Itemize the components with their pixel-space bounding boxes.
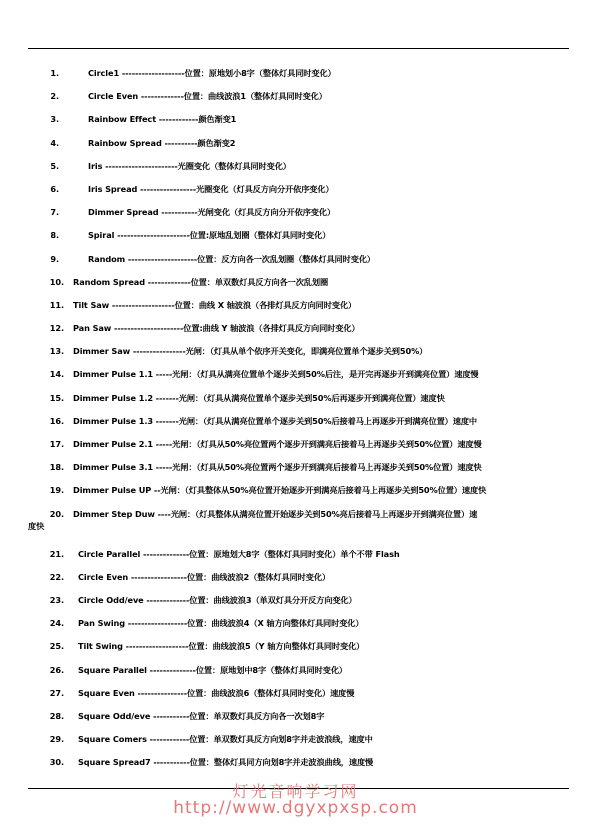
item-number: 25. (49, 641, 64, 652)
item-text: Random Spread -------------位置：单双数灯具反方向各一次乱划圈 (73, 276, 329, 287)
list-item (0, 136, 591, 159)
item-text: Random ---------------------位置：反方向各一次乱划圈（整体灯具同时变化） (88, 253, 376, 264)
item-text: Circle1 -------------------位置：原地划小8字（整体灯具同时变化） (88, 68, 336, 78)
item-number: 10. (49, 276, 64, 287)
item-number: 3. (50, 114, 59, 125)
item-text: Square Spread7 -----------位置：整体灯具同方向划8字并走波浪曲线，速度慢 (78, 757, 374, 768)
list-item (0, 89, 591, 112)
item-number: 6. (50, 183, 59, 194)
item-number: 22. (49, 571, 64, 582)
item-number: 18. (49, 462, 64, 473)
list-item (0, 460, 591, 483)
item-text: Dimmer Pulse UP --光闸：（灯具整体从50%亮位置开始逐步开到满亮后接着马上再逐步关到50%位置）速度快 (73, 485, 487, 496)
list-item (0, 616, 591, 639)
item-number: 12. (49, 323, 64, 334)
item-number: 2. (50, 91, 59, 102)
item-number: 11. (49, 299, 64, 310)
list-item (0, 182, 591, 205)
item-number: 29. (49, 734, 64, 745)
item-text: Iris ----------------------光圈变化（整体灯具同时变化） (88, 160, 291, 171)
list-item (0, 228, 591, 251)
item-text: Rainbow Spread ----------颜色渐变2 (88, 137, 236, 148)
list-item (0, 298, 591, 321)
list-item (0, 205, 591, 228)
item-text: Square Odd/eve -----------位置：单双数灯具反方向各一次划8字 (78, 710, 325, 721)
item-number: 19. (49, 485, 64, 496)
item-text: Dimmer Step Duw ----光闸：（灯具整体从满亮位置开始逐步关到50%亮后接着马上再逐步开到满亮位置）速 (73, 508, 478, 519)
item-number: 8. (50, 230, 59, 241)
item-number: 23. (49, 594, 64, 605)
list-item (0, 547, 591, 570)
list-item (0, 275, 591, 298)
item-text: Dimmer Pulse 1.3 -------光闸：（灯具从满亮位置单个逐步关到50%后接着马上再逐步开到满亮位置）速度中 (73, 415, 478, 426)
list-item (0, 321, 591, 344)
list-item (0, 344, 591, 367)
list-item (0, 507, 591, 547)
list-item (0, 112, 591, 135)
item-text: Pan Saw ---------------------位置:曲线 Y 轴波浪（各排灯具反方向同时变化） (73, 323, 360, 334)
item-text: Square Even ---------------位置：曲线波浪6（整体灯具同时变化）速度慢 (78, 687, 355, 698)
list-item (0, 66, 591, 89)
list-item (0, 755, 591, 778)
item-text: Square Parallel --------------位置：原地划中8字（整体灯具同时变化） (78, 664, 347, 675)
item-text: Pan Swing ------------------位置：曲线波浪4（X 轴方向整体灯具同时变化） (78, 618, 364, 629)
item-number: 26. (49, 664, 64, 675)
item-number: 15. (49, 392, 64, 403)
list-item (0, 593, 591, 616)
watermark-url: http://www.dgyxpxsp.com (173, 798, 418, 818)
item-text: Dimmer Spread -----------光闸变化（灯具反方向分开依序变化） (88, 207, 336, 218)
item-text: Dimmer Pulse 1.1 -----光闸：（灯具从满亮位置单个逐步关到50%后注，是开完再逐步开到满亮位置）速度慢 (73, 369, 479, 380)
item-number: 17. (49, 439, 64, 449)
item-text: Circle Even -------------位置：曲线波浪1（整体灯具同时变化） (88, 91, 327, 102)
item-text: Dimmer Pulse 1.2 -------光闸：（灯具从满亮位置单个逐步关到50%后再逐步开到满亮位置）速度快 (73, 392, 445, 403)
list-item (0, 663, 591, 686)
item-number: 14. (49, 369, 64, 380)
list-item (0, 570, 591, 593)
item-number: 1. (50, 68, 59, 78)
top-rule (28, 48, 569, 49)
list-item (0, 367, 591, 390)
item-number: 9. (50, 253, 59, 264)
item-text: Circle Odd/eve -------------位置：曲线波浪3（单双灯具分开反方向变化） (78, 594, 357, 605)
item-text: Circle Even -----------------位置：曲线波浪2（整体灯具同时变化） (78, 571, 331, 582)
item-number: 13. (49, 346, 64, 357)
item-number: 21. (49, 548, 64, 559)
item-text: Iris Spread -----------------光圈变化（灯具反方向分开依序变化） (88, 183, 334, 194)
item-number: 27. (49, 687, 64, 698)
list-item (0, 414, 591, 437)
item-number: 4. (50, 137, 59, 148)
item-text: Circle Parallel --------------位置：原地划大8字（整体灯具同时变化）单个不带 Flash (78, 548, 400, 559)
item-text: Tilt Swing -------------------位置：曲线波浪5（Y 轴方向整体灯具同时变化） (78, 641, 365, 652)
item-number: 7. (50, 207, 59, 218)
list-item (0, 732, 591, 755)
item-text: Square Comers ------------位置：单双数灯具反方向划8字并走波浪线，速度中 (78, 734, 373, 745)
effect-list (0, 66, 591, 778)
list-item (0, 159, 591, 182)
item-number: 30. (49, 757, 64, 768)
item-number: 16. (49, 415, 64, 426)
item-text: Rainbow Effect ------------颜色渐变1 (88, 114, 237, 125)
item-text: Tilt Saw -------------------位置：曲线 X 轴波浪（各排灯具反方向同时变化） (73, 299, 357, 310)
item-text-continuation: 度快 (28, 520, 45, 531)
list-item (0, 252, 591, 275)
list-item (0, 686, 591, 709)
list-item (0, 639, 591, 662)
list-item (0, 391, 591, 414)
item-text: Dimmer Saw ----------------光闸：（灯具从单个依序开关变化，即满亮位置单个逐步关到50%） (73, 346, 428, 357)
list-item (0, 437, 591, 460)
item-number: 28. (49, 710, 64, 721)
item-text: Dimmer Pulse 2.1 -----光闸：（灯具从50%亮位置两个逐步开到满亮后接着马上再逐步关到50%位置）速度慢 (73, 439, 482, 449)
item-text: Dimmer Pulse 3.1 -----光闸：（灯具从50%亮位置两个逐步开到满亮后接着马上再逐步关到50%位置）速度快 (73, 462, 482, 473)
watermark-title: 灯光音响学习网 (232, 782, 359, 801)
list-item (0, 483, 591, 506)
list-item (0, 709, 591, 732)
item-text: Spiral ----------------------位置:原地乱划圈（整体灯具同时变化） (88, 230, 331, 241)
item-number: 24. (49, 618, 64, 629)
item-number: 20. (49, 508, 64, 519)
item-number: 5. (50, 160, 59, 171)
